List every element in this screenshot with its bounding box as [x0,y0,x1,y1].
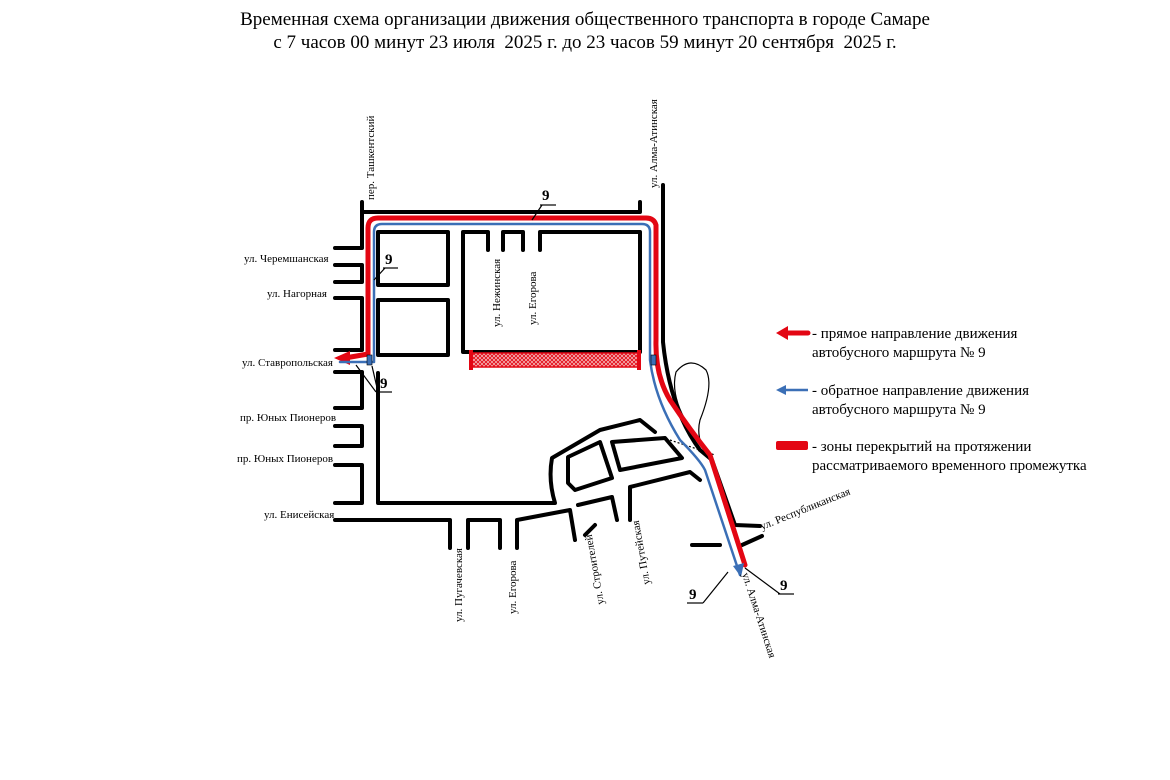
road-egorova-bottom-east [517,510,575,548]
block-center-1 [568,442,612,490]
label-respublikanskaya: ул. Республиканская [758,485,853,533]
route-label-top: 9 [542,188,550,204]
route-label-stavropolskaya: 9 [380,376,388,392]
road-west-edge-5 [335,426,362,446]
legend-reverse-line-2: автобусного маршрута № 9 [812,402,986,418]
block-mid-left [378,300,448,355]
road-west-edge-6 [335,465,362,503]
closure-zone-stavropolskaya [471,353,639,367]
legend-forward-line-1: - прямое направление движения [812,326,1018,342]
closure-bar-icon [776,441,808,450]
label-cheremshanskaya: ул. Черемшанская [244,253,329,265]
title-line-2: с 7 часов 00 минут 23 июля 2025 г. до 23 часов 59 минут 20 сентября 2025 г. [273,32,897,53]
blue-arrow-icon-head [776,385,786,395]
label-stroiteley: ул. Строителей [582,533,607,606]
legend-closure-line-2: рассматриваемого временного промежутка [812,458,1087,474]
route-label-bottom-left: 9 [689,587,697,603]
label-nezhinskaya: ул. Нежинская [491,258,503,327]
label-tashkentsky: пер. Ташкентский [365,115,377,200]
label-eniseyskaya: ул. Енисейская [264,509,335,521]
road-eniseyskaya [335,520,450,548]
legend [776,326,1087,474]
label-egorova-bottom: ул. Егорова [507,560,519,614]
road-west-edge-4 [335,372,362,408]
route-label-bottom-right: 9 [780,578,788,594]
route-label-left: 9 [385,252,393,268]
street-labels [237,99,852,659]
legend-closure [776,439,1087,474]
road-top-edge [362,202,640,212]
legend-closure-line-1: - зоны перекрытий на протяжении [812,439,1032,455]
road-west-edge-1 [335,212,362,248]
label-yunyh-pionerov-1: пр. Юных Пионеров [240,412,337,424]
block-south-large [378,373,655,503]
label-egorova-top: ул. Егорова [527,271,539,325]
route-9-reverse [340,224,740,575]
label-stavropolskaya: ул. Ставропольская [242,357,333,369]
road-republikanskaya-south [742,536,762,545]
label-nagornaya: ул. Нагорная [267,288,327,300]
leader-bottom-left [703,572,728,603]
block-nezhinskaya [463,232,640,352]
road-west-edge-3 [335,298,362,350]
road-west-edge-2 [335,265,362,282]
legend-forward-line-2: автобусного маршрута № 9 [812,345,986,361]
block-center-2 [612,438,682,470]
label-alma-atinskaya-top: ул. Алма-Атинская [648,99,660,188]
legend-forward [776,326,1018,361]
title-line-1: Временная схема организации движения общественного транспорта в городе Самаре [240,9,930,30]
road-stroiteley [578,497,617,520]
legend-reverse-line-1: - обратное направление движения [812,383,1030,399]
road-pugachevskaya-east [468,520,500,548]
label-yunyh-pionerov-2: пр. Юных Пионеров [237,453,334,465]
road-stroiteley-south [585,525,595,535]
road-puteyskaya [630,472,700,520]
stop-marker-east [651,355,656,365]
legend-reverse [776,383,1029,418]
label-puteyskaya: ул. Путейская [629,519,653,586]
label-pugachevskaya: ул. Пугачевская [453,548,465,622]
red-arrow-icon-head [776,326,788,340]
label-alma-atinskaya-bottom: ул. Алма-Атинская [739,571,779,660]
stop-marker-west [367,355,372,365]
